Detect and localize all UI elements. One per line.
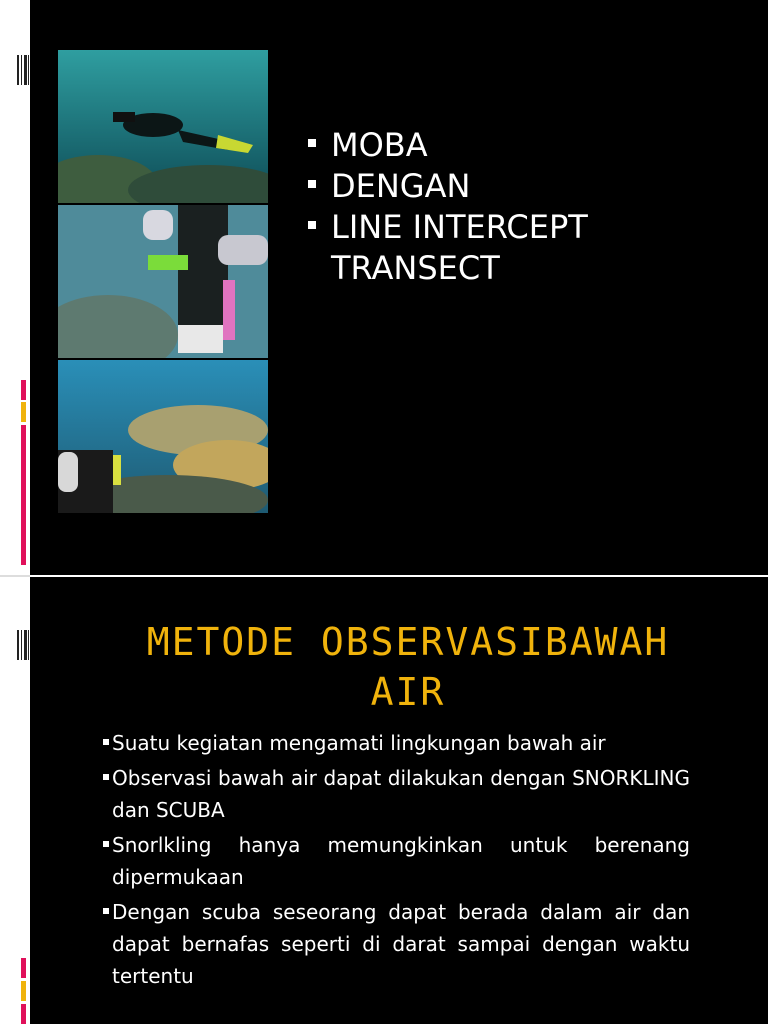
slide2-bullet-list [102, 727, 690, 992]
accent-bar-yellow [21, 981, 26, 1001]
slide1-bullet-list [304, 125, 744, 289]
bullet-item: LINE INTERCEPT TRANSECT [304, 207, 744, 289]
barcode-decoration [17, 630, 29, 660]
bullet-item: Snorlkling hanya memungkinkan untuk berenang dipermukaan [102, 829, 690, 893]
accent-bar-pink [21, 958, 26, 978]
accent-bar-yellow [21, 402, 26, 422]
bullet-item: MOBA [304, 125, 744, 166]
slide-divider [0, 575, 30, 577]
slide-method-description [30, 577, 768, 1024]
divers-with-clipboard-photo [58, 205, 268, 358]
bullet-item: Suatu kegiatan mengamati lingkungan bawah air [102, 727, 690, 759]
accent-bar-pink-long [21, 1004, 26, 1024]
slide-title [88, 617, 728, 717]
bullet-item: DENGAN [304, 166, 744, 207]
barcode-decoration [17, 55, 29, 85]
title-line-1: METODE OBSERVASIBAWAH [146, 620, 670, 664]
accent-bar-pink [21, 380, 26, 400]
title-line-2: AIR [370, 670, 446, 714]
diver-over-reef-photo [58, 50, 268, 203]
diver-near-coral-photo [58, 360, 268, 513]
accent-bar-pink-long [21, 425, 26, 565]
slide-photos-bullets [30, 0, 768, 575]
bullet-item: Observasi bawah air dapat dilakukan dengan SNORKLING dan SCUBA [102, 762, 690, 826]
bullet-item: Dengan scuba seseorang dapat berada dalam air dan dapat bernafas seperti di darat sampai dengan waktu tertentu [102, 896, 690, 992]
